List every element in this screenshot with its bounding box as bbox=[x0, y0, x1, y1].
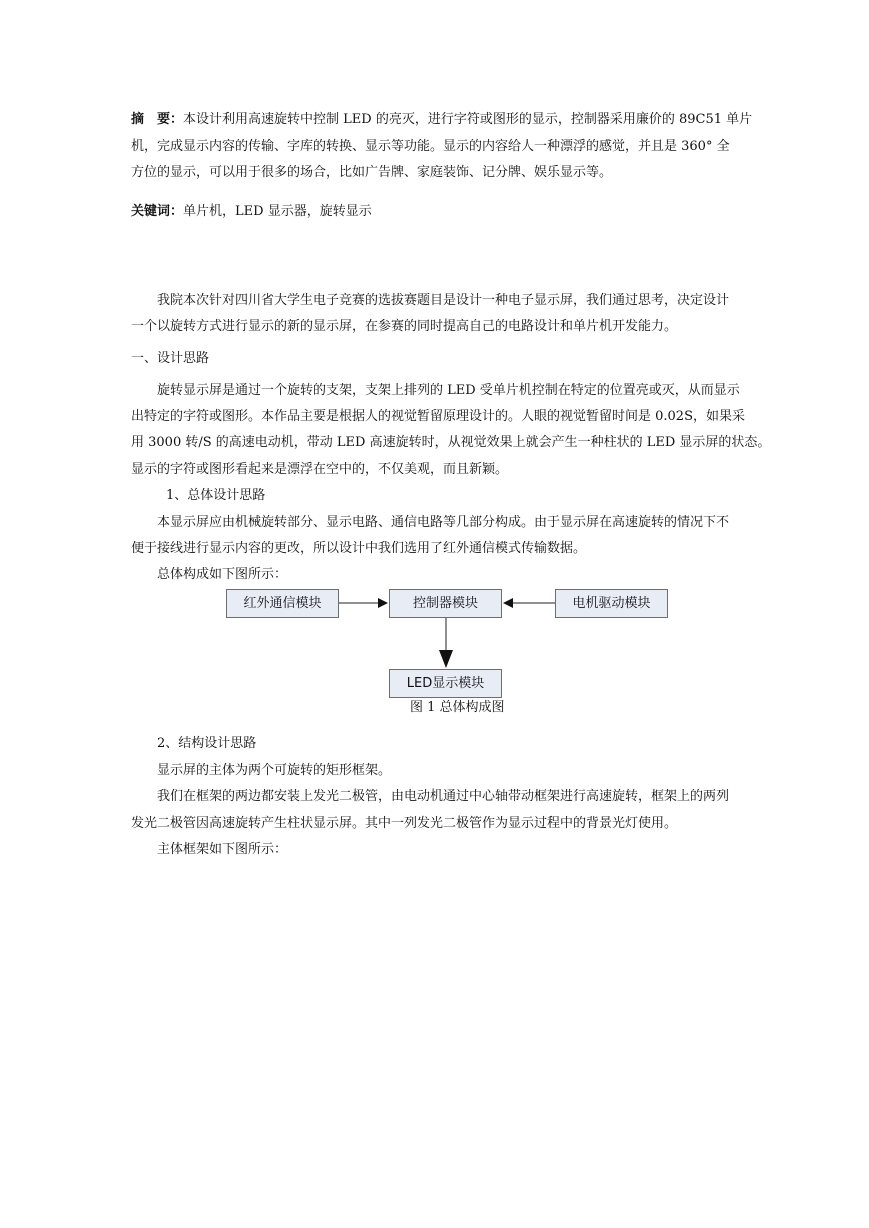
section1-heading: 一、设计思路 bbox=[131, 351, 210, 366]
sub1-line-1: 本显示屏应由机械旋转部分、显示电路、通信电路等几部分构成。由于显示屏在高速旋转的情况下不 bbox=[157, 515, 730, 530]
arrow-controller-to-led-head bbox=[439, 650, 453, 668]
figure-1-caption: 图 1 总体构成图 bbox=[410, 700, 505, 715]
section1-line-4: 显示的字符或图形看起来是漂浮在空中的，不仅美观，而且新颖。 bbox=[131, 462, 509, 477]
intro-line-1: 我院本次针对四川省大学生电子竞赛的选拔赛题目是设计一种电子显示屏，我们通过思考，决定设计 bbox=[157, 293, 730, 308]
abstract-label: 摘 要： bbox=[131, 112, 184, 127]
section1-line-3: 用 3000 转/S 的高速电动机，带动 LED 高速旋转时，从视觉效果上就会产生一种柱状的 LED 显示屏的状态。 bbox=[131, 435, 771, 450]
sub2-line-1: 显示屏的主体为两个可旋转的矩形框架。 bbox=[157, 763, 392, 778]
abstract-text-1: 本设计利用高速旋转中控制 LED 的亮灭，进行字符或图形的显示，控制器采用廉价的 89C51 单片 bbox=[183, 112, 753, 127]
sub2-line-2: 我们在框架的两边都安装上发光二极管，由电动机通过中心轴带动框架进行高速旋转，框架上的两列 bbox=[157, 789, 730, 804]
sub1-line-2: 便于接线进行显示内容的更改，所以设计中我们选用了红外通信模式传输数据。 bbox=[131, 541, 587, 556]
sub1-heading: 1、总体设计思路 bbox=[166, 488, 266, 503]
ir-module-box: 红外通信模块 bbox=[226, 589, 339, 618]
keywords-text: 单片机，LED 显示器，旋转显示 bbox=[183, 204, 372, 219]
abstract-line-2: 机，完成显示内容的传输、字库的转换、显示等功能。显示的内容给人一种漂浮的感觉，并且是 360° 全 bbox=[131, 139, 730, 154]
controller-module-box: 控制器模块 bbox=[389, 589, 502, 618]
keywords-label: 关键词： bbox=[131, 204, 184, 219]
section1-line-2: 出特定的字符或图形。本作品主要是根据人的视觉暂留原理设计的。人眼的视觉暂留时间是 0.02S，如果采 bbox=[131, 409, 745, 424]
motor-module-box: 电机驱动模块 bbox=[555, 589, 668, 618]
sub2-line-3: 发光二极管因高速旋转产生柱状显示屏。其中一列发光二极管作为显示过程中的背景光灯使用。 bbox=[131, 816, 678, 831]
sub2-line-4: 主体框架如下图所示： bbox=[157, 842, 288, 857]
section1-line-1: 旋转显示屏是通过一个旋转的支架，支架上排列的 LED 受单片机控制在特定的位置亮或灭，从而显示 bbox=[157, 383, 740, 398]
intro-line-2: 一个以旋转方式进行显示的新的显示屏，在参赛的同时提高自己的电路设计和单片机开发能力。 bbox=[131, 319, 678, 334]
led-module-box: LED显示模块 bbox=[389, 669, 502, 698]
sub2-heading: 2、结构设计思路 bbox=[157, 736, 257, 751]
figure-intro: 总体构成如下图所示： bbox=[157, 567, 288, 582]
abstract-line-3: 方位的显示，可以用于很多的场合，比如广告牌、家庭装饰、记分牌、娱乐显示等。 bbox=[131, 165, 613, 180]
